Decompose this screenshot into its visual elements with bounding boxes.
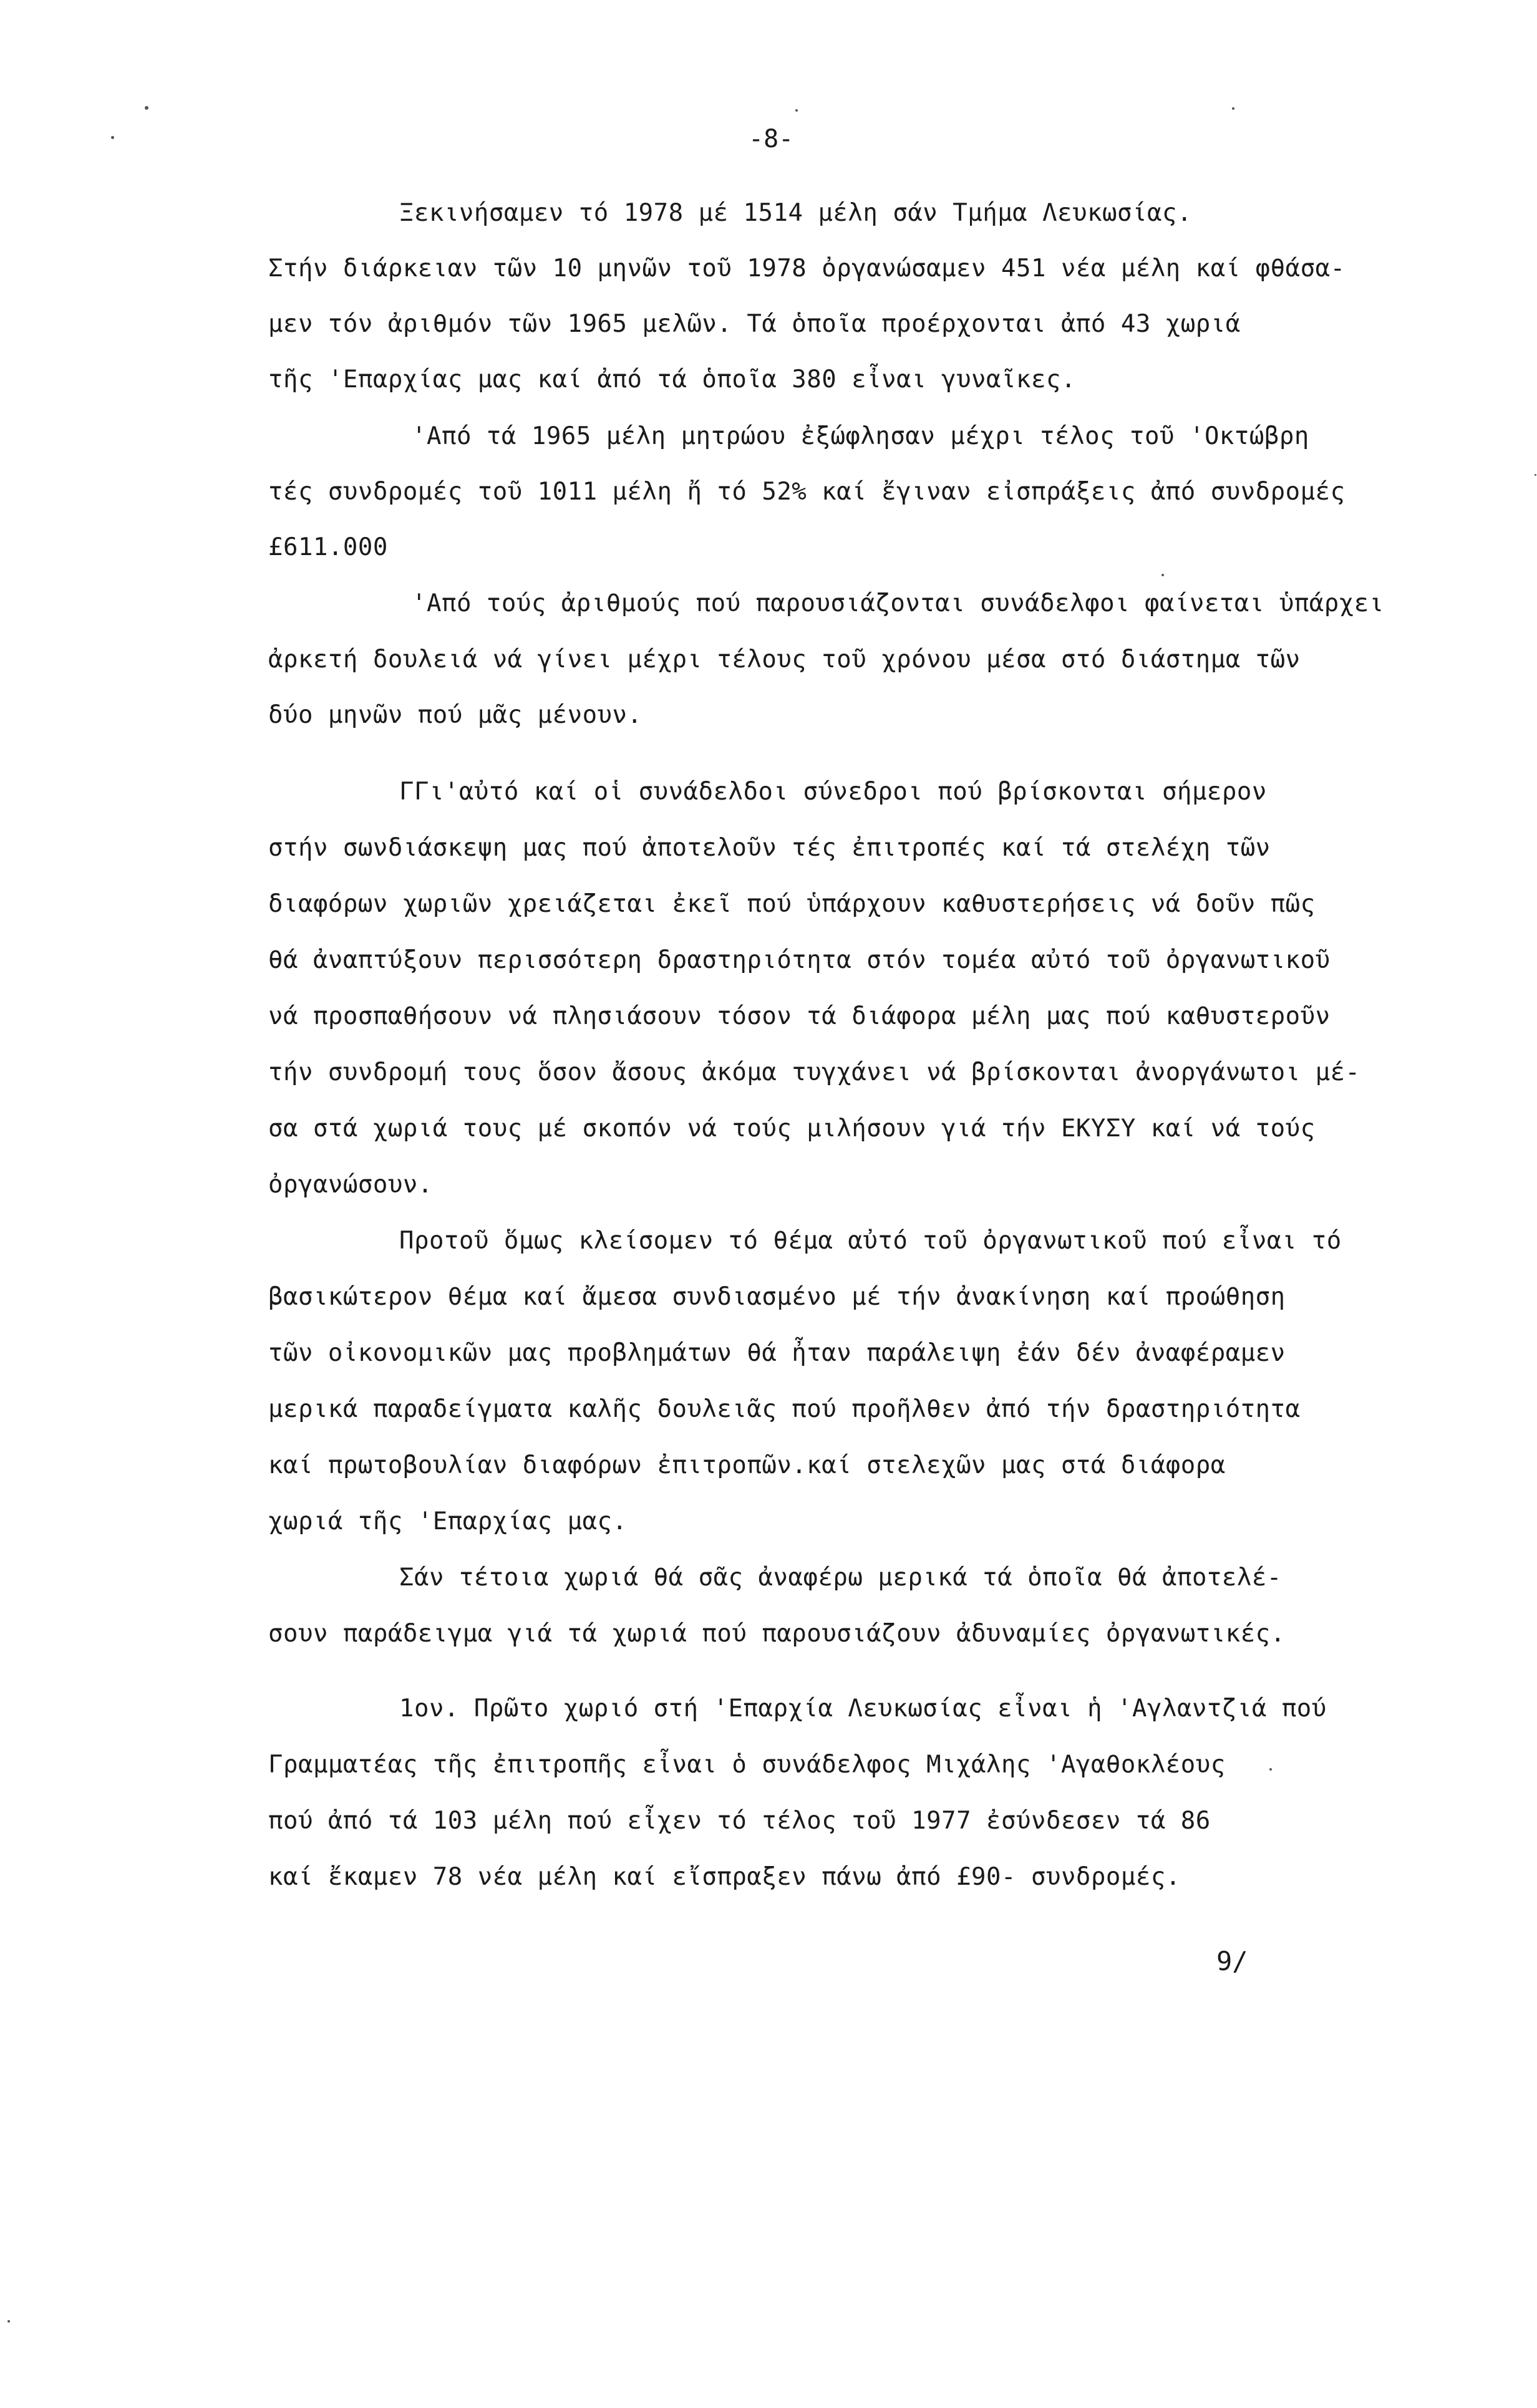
continuation-marker: 9/	[1216, 1946, 1248, 1976]
text-line: τήν συνδρομή τους ὅσον ἄσους ἀκόμα τυγχάνει νά βρίσκονται ἀνοργάνωτοι μέ-	[268, 1058, 1360, 1086]
scan-speck	[1161, 574, 1164, 576]
text-line: νά προσπαθήσουν νά πλησιάσουν τόσον τά διάφορα μέλη μας πού καθυστεροῦν	[268, 1002, 1331, 1030]
text-line: 'Από τούς ἀριθμούς πού παρουσιάζονται συνάδελφοι φαίνεται ὑπάρχει	[412, 589, 1384, 617]
scan-speck	[1535, 474, 1536, 476]
text-line: Σάν τέτοια χωριά θά σᾶς ἀναφέρω μερικά τά ὁποῖα θά ἀποτελέ-	[399, 1564, 1282, 1592]
text-line: τές συνδρομές τοῦ 1011 μέλη ἤ τό 52% καί ἔγιναν εἰσπράξεις ἀπό συνδρομές	[268, 478, 1345, 506]
scan-speck	[145, 106, 148, 110]
text-line: σουν παράδειγμα γιά τά χωριά πού παρουσιάζουν ἀδυναμίες ὀργανωτικές.	[268, 1620, 1286, 1648]
text-line: θά ἀναπτύξουν περισσότερη δραστηριότητα στόν τομέα αὐτό τοῦ ὀργανωτικοῦ	[268, 946, 1331, 974]
text-line: ὀργανώσουν.	[268, 1171, 433, 1199]
text-line: καί πρωτοβουλίαν διαφόρων ἐπιτροπῶν.καί στελεχῶν μας στά διάφορα	[268, 1451, 1226, 1479]
text-line: βασικώτερον θέμα καί ἄμεσα συνδιασμένο μέ τήν ἀνακίνηση καί προώθηση	[268, 1283, 1286, 1311]
scan-speck	[795, 109, 798, 112]
text-line: Προτοῦ ὅμως κλείσομεν τό θέμα αὐτό τοῦ ὀργανωτικοῦ πού εἶναι τό	[399, 1227, 1342, 1255]
text-line: ΓΓι'αὐτό καί οἱ συνάδελδοι σύνεδροι πού βρίσκονται σήμερον	[399, 778, 1267, 806]
text-line: καί ἔκαμεν 78 νέα μέλη καί εἴσπραξεν πάνω ἀπό £90- συνδρομές.	[268, 1863, 1181, 1891]
text-line: μερικά παραδείγματα καλῆς δουλειᾶς πού προῆλθεν ἀπό τήν δραστηριότητα	[268, 1395, 1301, 1423]
text-line: ἀρκετή δουλειά νά γίνει μέχρι τέλους τοῦ χρόνου μέσα στό διάστημα τῶν	[268, 646, 1301, 674]
scan-speck	[1269, 1768, 1272, 1771]
text-line: σα στά χωριά τους μέ σκοπόν νά τούς μιλήσουν γιά τήν ΕΚΥΣΥ καί νά τούς	[268, 1115, 1316, 1143]
scan-speck	[111, 136, 114, 139]
text-line: 'Από τά 1965 μέλη μητρώου ἐξώφλησαν μέχρι τέλος τοῦ 'Οκτώβρη	[412, 422, 1309, 450]
text-line: στήν σωνδιάσκεψη μας πού ἀποτελοῦν τές ἐπιτροπές καί τά στελέχη τῶν	[268, 834, 1271, 862]
text-line: χωριά τῆς 'Επαρχίας μας.	[268, 1507, 628, 1535]
text-line: μεν τόν ἀριθμόν τῶν 1965 μελῶν. Τά ὁποῖα προέρχονται ἀπό 43 χωριά	[268, 310, 1241, 338]
text-line: Γραμματέας τῆς ἐπιτροπῆς εἶναι ὁ συνάδελφος Μιχάλης 'Αγαθοκλέους	[268, 1751, 1226, 1779]
text-line: Στήν διάρκειαν τῶν 10 μηνῶν τοῦ 1978 ὀργανώσαμεν 451 νέα μέλη καί φθάσα-	[268, 254, 1345, 283]
text-line: 1ον. Πρῶτο χωριό στή 'Επαρχία Λευκωσίας εἶναι ἡ 'Αγλαντζιά πού	[399, 1695, 1327, 1723]
text-line: τῶν οἰκονομικῶν μας προβλημάτων θά ἦταν παράλειψη ἐάν δέν ἀναφέραμεν	[268, 1339, 1286, 1367]
text-line: Ξεκινήσαμεν τό 1978 μέ 1514 μέλη σάν Τμήμα Λευκωσίας.	[399, 199, 1192, 227]
scan-speck	[7, 2320, 10, 2323]
scan-speck	[1232, 107, 1234, 110]
text-line: διαφόρων χωριῶν χρειάζεται ἐκεῖ πού ὑπάρχουν καθυστερήσεις νά δοῦν πῶς	[268, 890, 1316, 918]
text-line: πού ἀπό τά 103 μέλη πού εἶχεν τό τέλος τοῦ 1977 ἐσύνδεσεν τά 86	[268, 1807, 1211, 1835]
text-line: τῆς 'Επαρχίας μας καί ἀπό τά ὁποῖα 380 εἶναι γυναῖκες.	[268, 365, 1076, 394]
text-line: δύο μηνῶν πού μᾶς μένουν.	[268, 701, 642, 729]
page-number: -8-	[749, 125, 794, 153]
text-line: £611.000	[268, 533, 388, 561]
